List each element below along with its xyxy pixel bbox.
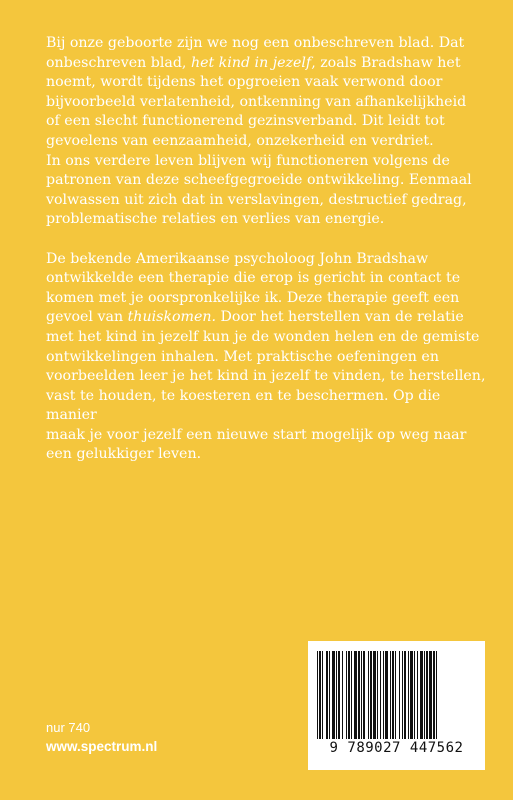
blurb-line: gevoelens van eenzaamheid, onzekerheid en verdriet. (46, 132, 434, 149)
barcode-bar (433, 651, 435, 739)
barcode-bar (322, 651, 323, 739)
blurb-line: Bij onze geboorte zijn we nog een onbeschreven blad. Dat (46, 35, 465, 51)
blurb-line: bijvoorbeeld verlatenheid, ontkenning van afhankelijkheid (46, 93, 467, 110)
blurb-line: onbeschreven blad, (46, 54, 191, 71)
blurb-line: gevoel van (46, 309, 128, 326)
blurb-line: volwassen uit zich dat in verslavingen, destructief gedrag, (46, 191, 467, 208)
barcode-bar (377, 651, 378, 739)
barcode-bar (332, 651, 335, 739)
blurb-line: voorbeelden leer je het kind in jezelf te vinden, te herstellen, (46, 368, 486, 385)
blurb-line: ontwikkelingen inhalen. Met praktische oefeningen en (46, 348, 439, 365)
blurb-line: patronen van deze scheefgegroeide ontwikkeling. Eenmaal (46, 172, 472, 189)
barcode-bar (429, 651, 432, 739)
barcode-bar (317, 651, 318, 739)
barcode-bar (348, 651, 350, 739)
barcode-bar (338, 651, 340, 739)
barcode-bar (383, 651, 384, 739)
blurb-line: In ons verdere leven blijven wij functioneren volgens de (46, 152, 450, 169)
barcode-bar (354, 651, 357, 739)
back-cover-blurb (46, 34, 486, 465)
barcode-bar (410, 651, 413, 739)
barcode-bar (395, 651, 396, 739)
barcode-bar (414, 651, 415, 739)
barcode-bar (380, 651, 381, 739)
barcode-bar (326, 651, 328, 739)
nur-code: nur 740 (46, 720, 91, 735)
blurb-italic-phrase: het kind in jezelf (190, 54, 312, 71)
barcode-bar (408, 651, 409, 739)
barcode-bar (373, 651, 376, 739)
barcode-bar (404, 651, 406, 739)
barcode-bar (402, 651, 403, 739)
barcode-bar (358, 651, 360, 739)
barcode-bar (417, 651, 418, 739)
barcode-bar (385, 651, 388, 739)
barcode-bar (392, 651, 394, 739)
blurb-line: met het kind in jezelf kun je de wonden helen en de gemiste (46, 328, 480, 345)
barcode-bar (370, 651, 372, 739)
barcode-bar (363, 651, 365, 739)
blurb-line: problematische relaties en verlies van energie. (46, 211, 385, 228)
blurb-line: maak je voor jezelf een nieuwe start mogelijk op weg naar (46, 426, 467, 443)
barcode-bar (342, 651, 343, 739)
barcode-bar (329, 651, 330, 739)
blurb-line: of een slecht functionerend gezinsverband. Dit leidt tot (46, 113, 445, 130)
barcode-digits: 9 789027 447562 (329, 740, 464, 756)
barcode-bar (361, 651, 362, 739)
barcode-bar (351, 651, 352, 739)
blurb-line: ontwikkelde een therapie die erop is gericht in contact te (46, 270, 461, 287)
barcode-bar (319, 651, 321, 739)
barcode-bar (346, 651, 347, 739)
barcode-bar (368, 651, 369, 739)
barcode-bars (317, 651, 476, 739)
blurb-italic-phrase: thuiskomen. (127, 309, 217, 326)
barcode-bar (424, 651, 425, 739)
blurb-line: komen met je oorspronkelijke ik. Deze therapie geeft een (46, 289, 460, 306)
barcode-bar (399, 651, 400, 739)
paragraph-spacer (46, 230, 486, 250)
barcode-bar (420, 651, 423, 739)
blurb-line: vast te houden, te koesteren en te beschermen. Op die manier (46, 387, 441, 424)
barcode-bar (336, 651, 337, 739)
isbn-barcode (308, 641, 485, 770)
barcode-bar (390, 651, 391, 739)
blurb-paragraph-1 (46, 34, 486, 230)
barcode-bar (426, 651, 428, 739)
blurb-line: , zoals Bradshaw het (311, 54, 461, 71)
blurb-line: noemt, wordt tijdens het opgroeien vaak verwond door (46, 74, 443, 91)
blurb-line: Door het herstellen van de relatie (216, 309, 464, 326)
blurb-line: een gelukkiger leven. (46, 446, 202, 463)
publisher-website: www.spectrum.nl (46, 739, 158, 754)
blurb-paragraph-2 (46, 250, 486, 466)
blurb-line: De bekende Amerikaanse psycholoog John Bradshaw (46, 250, 429, 267)
barcode-bar (436, 651, 437, 739)
